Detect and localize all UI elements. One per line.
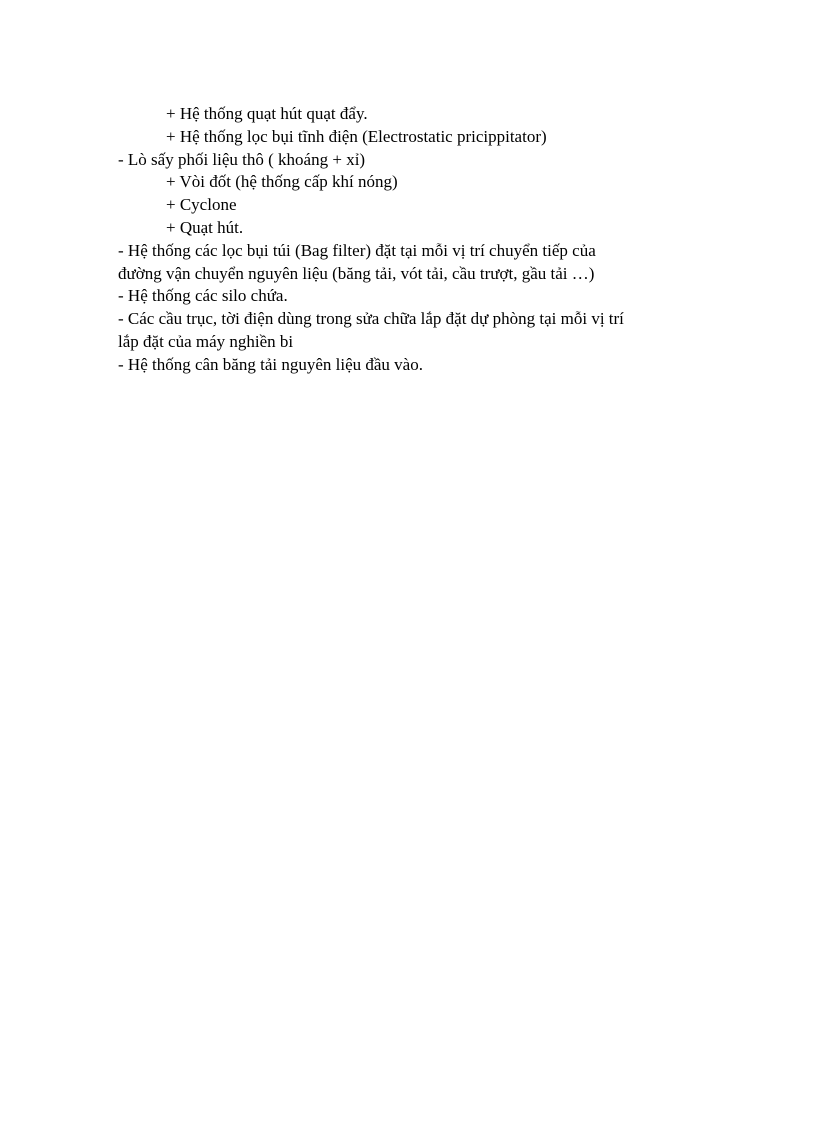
list-item-electrostatic-filter: + Hệ thống lọc bụi tĩnh điện (Electrostatic pricippitator) [166,126,547,146]
document-body [118,103,698,377]
list-item-fan-system: + Hệ thống quạt hút quạt đẩy. [166,104,368,123]
list-item-burner: + Vòi đốt (hệ thống cấp khí nóng) [166,172,398,192]
list-item-cranes: - Các cầu trục, tời điện dùng trong sửa chữa lắp đặt dự phòng tại mỗi vị trí [118,309,624,329]
list-item-cranes-continued: lắp đặt của máy nghiền bi [118,331,294,351]
list-item-bag-filter: - Hệ thống các lọc bụi túi (Bag filter) đặt tại mỗi vị trí chuyển tiếp của [118,240,596,260]
list-item-belt-scale: - Hệ thống cân băng tải nguyên liệu đầu vào. [118,354,423,374]
list-item-bag-filter-continued: đường vận chuyển nguyên liệu (băng tải, vót tải, cầu trượt, gầu tải …) [118,263,595,283]
list-item-exhaust-fan: + Quạt hút. [166,217,244,237]
list-item-cyclone: + Cyclone [166,195,237,215]
list-item-raw-material-dryer: - Lò sấy phối liệu thô ( khoáng + xỉ) [118,149,366,169]
list-item-silo: - Hệ thống các silo chứa. [118,286,288,306]
